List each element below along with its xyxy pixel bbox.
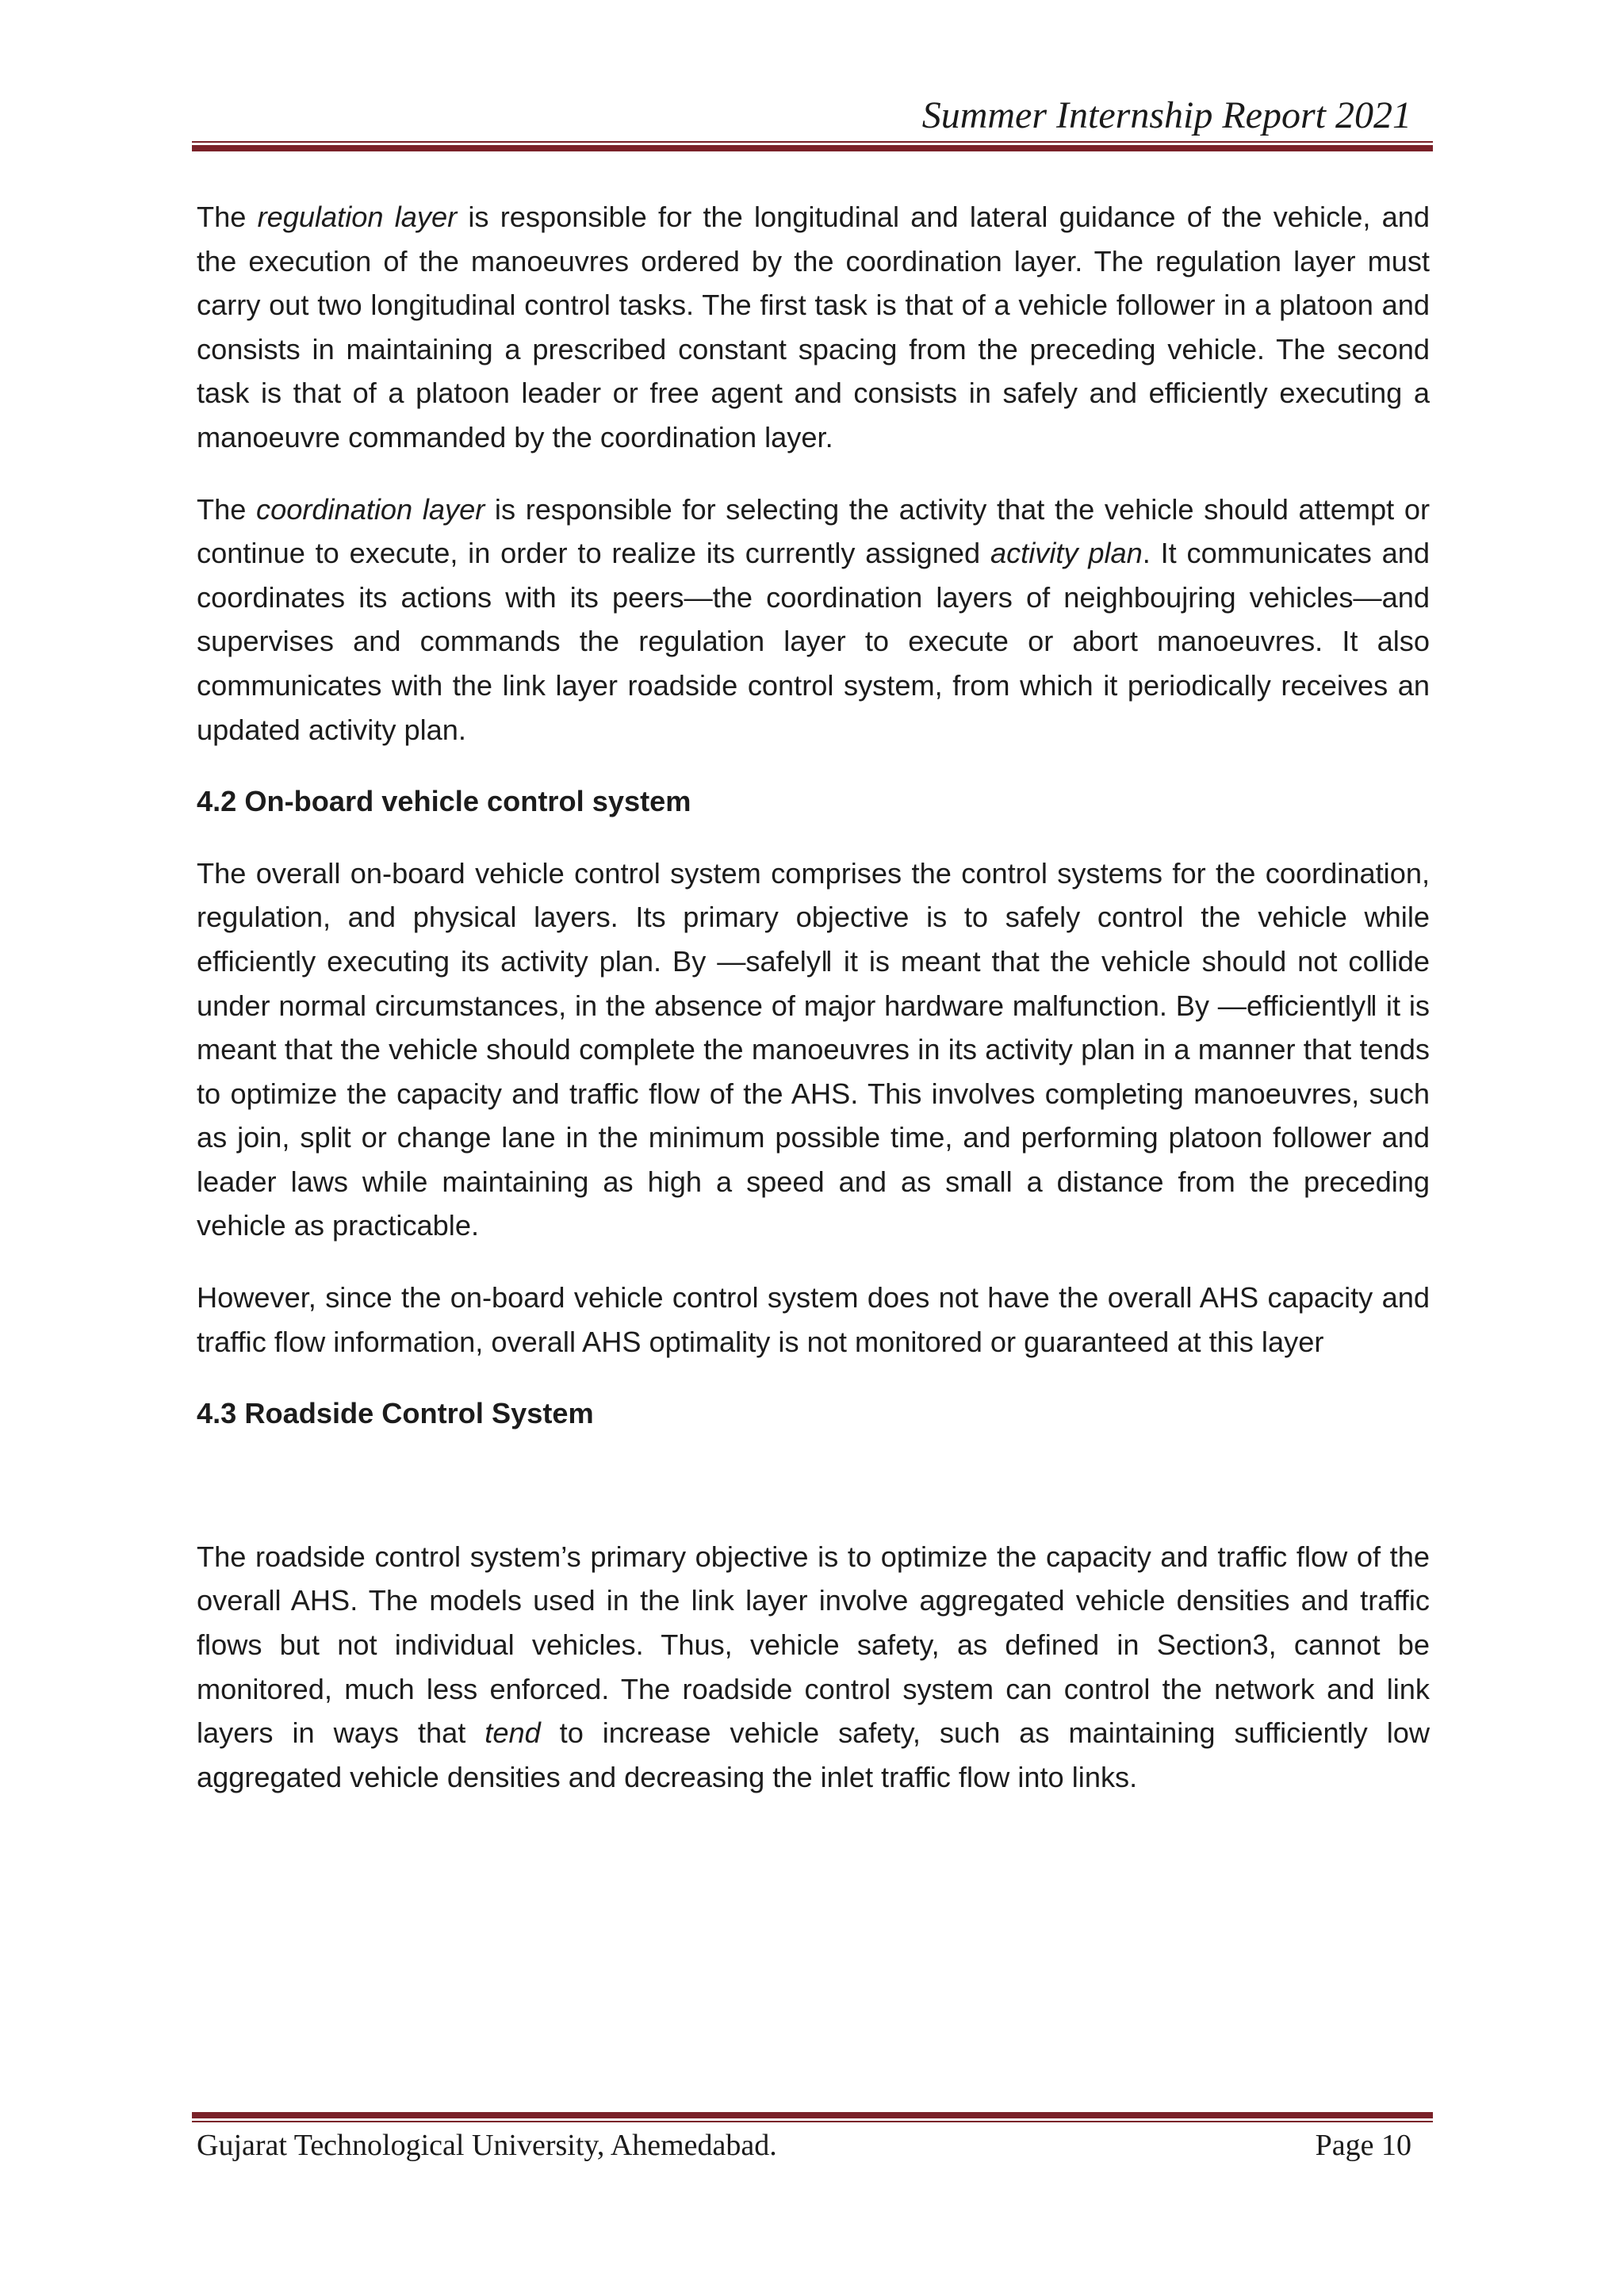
p2-text-mid: is responsible for selecting the activity that the vehicle should attempt or continue to execute, in order to realize its currently assigned	[197, 492, 1430, 570]
paragraph-onboard-system: The overall on-board vehicle control system comprises the control systems for the coordination, regulation, and physical layers. Its primary objective is to safely control the vehicle while efficiently executing its activity plan. By ―safely‖ it is meant that the vehicle should not collide under normal circumstances, in the absence of major hardware malfunction. By ―efficiently‖ it is meant that the vehicle should complete the manoeuvres in its activity plan in a manner that tends to optimize the capacity and traffic flow of the AHS. This involves completing manoeuvres, such as join, split or change lane in the minimum possible time, and performing platoon follower and leader laws while maintaining as high a speed and as small a distance from the preceding vehicle as practicable.	[197, 856, 1430, 1242]
p5-text-pre: The roadside control system’s primary objective is to optimize the capacity and traffic flow of the overall AHS. The models used in the link layer involve aggregated vehicle densities and traffic flows but not individual vehicles. Thus, vehicle safety, as defined in Section3, cannot be monitored, much less enforced. The roadside control system can control the network and link layers in ways that	[197, 1540, 1430, 1750]
paragraph-ahs-optimality: However, since the on-board vehicle control system does not have the overall AHS capacity and traffic flow information, overall AHS optimality is not monitored or guaranteed at this layer	[197, 1281, 1430, 1358]
footer-page-number: Page 10	[1315, 2129, 1411, 2162]
section-heading-4-3: 4.3 Roadside Control System	[197, 1397, 594, 1430]
p5-text-post: to increase vehicle safety, such as maintaining sufficiently low aggregated vehicle densities and decreasing the inlet traffic flow into links.	[197, 1716, 1430, 1793]
header-title: Summer Internship Report 2021	[921, 94, 1411, 136]
p2-emphasis-1: coordination layer	[256, 492, 485, 526]
p5-emphasis: tend	[485, 1716, 541, 1750]
header-rule	[192, 141, 1433, 151]
p2-text-pre: The	[197, 492, 257, 526]
paragraph-coordination-layer	[197, 488, 1430, 752]
p1-text-post: is responsible for the longitudinal and lateral guidance of the vehicle, and the execution of the manoeuvres ordered by the coordination layer. The regulation layer must carry out two longitudinal control tasks. The first task is that of a vehicle follower in a platoon and consists in maintaining a prescribed constant spacing from the preceding vehicle. The second task is that of a platoon leader or free agent and consists in safely and efficiently executing a manoeuvre commanded by the coordination layer.	[197, 201, 1430, 453]
p2-emphasis-2: activity plan	[990, 537, 1143, 570]
footer-rule	[192, 2112, 1433, 2122]
section-heading-4-2: 4.2 On-board vehicle control system	[197, 785, 691, 818]
paragraph-roadside-system	[197, 1535, 1430, 1800]
paragraph-regulation-layer	[197, 195, 1430, 460]
footer-institution: Gujarat Technological University, Ahemedabad.	[197, 2129, 777, 2162]
p1-emphasis: regulation layer	[257, 201, 458, 233]
body-content	[197, 195, 1430, 1827]
p1-text-pre: The	[197, 201, 258, 233]
p2-text-post: . It communicates and coordinates its actions with its peers—the coordination layers of neighboujring vehicles—and supervises and commands the regulation layer to execute or abort manoeuvres. It also communicates with the link layer roadside control system, from which it periodically receives an updated activity plan.	[197, 537, 1430, 746]
